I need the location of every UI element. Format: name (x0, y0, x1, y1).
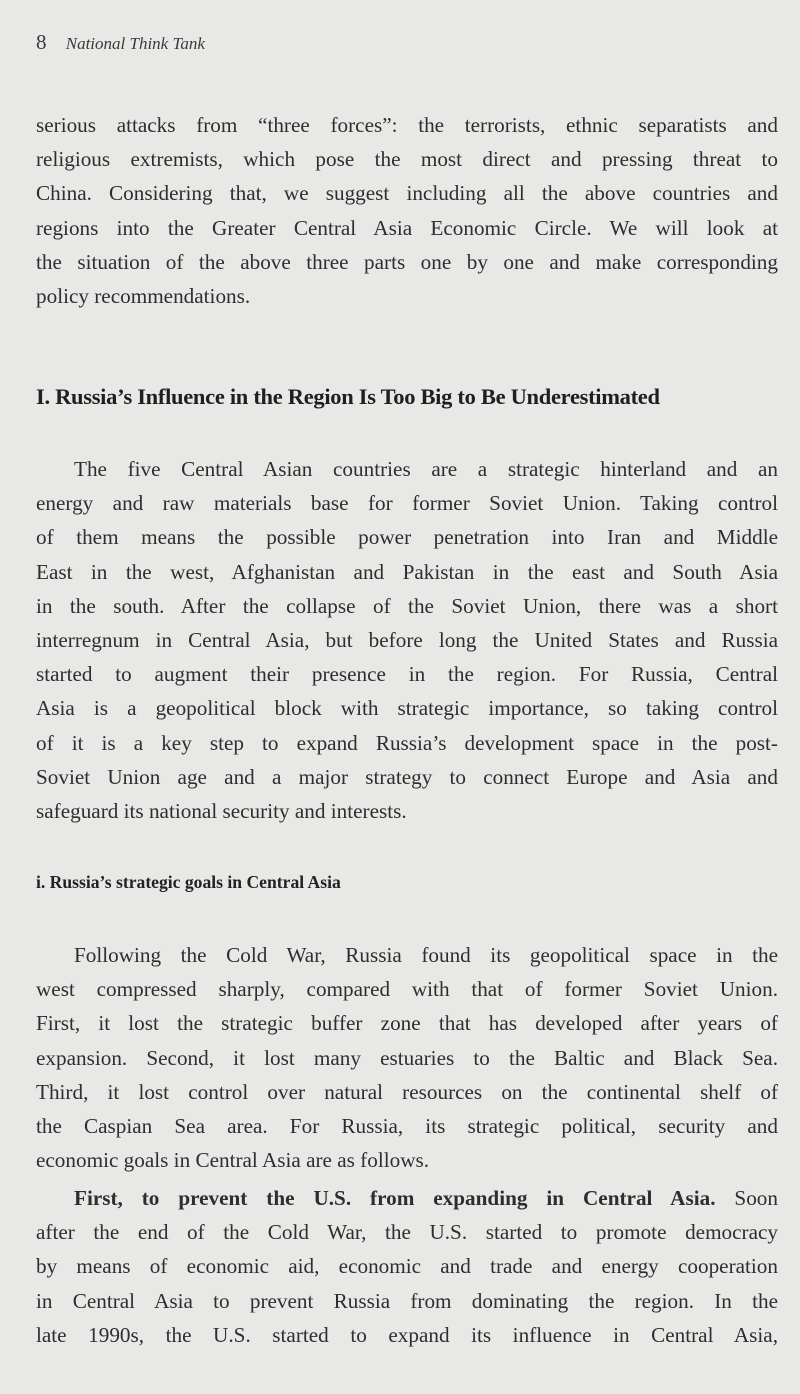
section-heading: I. Russia’s Influence in the Region Is Too Big to Be Underestimated (36, 384, 660, 409)
series-title: National Think Tank (65, 34, 205, 53)
text-line: First, it lost the strategic buffer zone that has developed after years of (36, 1011, 778, 1036)
text-line: west compressed sharply, compared with that of former Soviet Union. (36, 977, 778, 1002)
text-line: by means of economic aid, economic and trade and energy cooperation (36, 1254, 778, 1279)
text-line: in the south. After the collapse of the Soviet Union, there was a short (36, 593, 778, 618)
text-run: Soon (715, 1186, 778, 1210)
text-line: of it is a key step to expand Russia’s development space in the post- (36, 730, 778, 755)
running-head (36, 30, 205, 55)
text-line: Asia is a geopolitical block with strategic importance, so taking control (36, 696, 778, 721)
text-line: after the end of the Cold War, the U.S. started to promote democracy (36, 1220, 778, 1245)
paragraph-russia-influence (36, 452, 778, 828)
paragraph-lead: First, to prevent the U.S. from expanding in Central Asia. (74, 1186, 716, 1210)
text-line: East in the west, Afghanistan and Pakistan in the east and South Asia (36, 559, 778, 584)
text-line: the Caspian Sea area. For Russia, its strategic political, security and (36, 1114, 778, 1139)
text-line: in Central Asia to prevent Russia from dominating the region. In the (36, 1288, 778, 1313)
text-line: The five Central Asian countries are a strategic hinterland and an (74, 457, 778, 481)
text-line: safeguard its national security and interests. (36, 799, 407, 824)
paragraph-strategic-goals (36, 938, 778, 1177)
text-line: Third, it lost control over natural resources on the continental shelf of (36, 1079, 778, 1104)
text-line: of them means the possible power penetration into Iran and Middle (36, 525, 778, 550)
text-line (36, 1181, 778, 1215)
text-line: Soviet Union age and a major strategy to connect Europe and Asia and (36, 764, 778, 789)
text-line: late 1990s, the U.S. started to expand its influence in Central Asia, (36, 1322, 778, 1347)
text-line: expansion. Second, it lost many estuaries to the Baltic and Black Sea. (36, 1045, 778, 1070)
text-line: started to augment their presence in the region. For Russia, Central (36, 662, 778, 687)
text-line: serious attacks from “three forces”: the terrorists, ethnic separatists and (36, 113, 778, 137)
text-line: Following the Cold War, Russia found its geopolitical space in the (74, 943, 778, 967)
text-line: China. Considering that, we suggest including all the above countries and (36, 181, 778, 206)
text-line: policy recommendations. (36, 284, 251, 309)
text-line: religious extremists, which pose the most direct and pressing threat to (36, 147, 778, 172)
text-line: interregnum in Central Asia, but before long the United States and Russia (36, 628, 778, 653)
paragraph-first-goal (36, 1181, 778, 1352)
text-line: regions into the Greater Central Asia Economic Circle. We will look at (36, 215, 778, 240)
text-line: energy and raw materials base for former Soviet Union. Taking control (36, 491, 778, 516)
page-number: 8 (36, 30, 47, 54)
text-line: economic goals in Central Asia are as follows. (36, 1148, 430, 1173)
text-line: the situation of the above three parts one by one and make corresponding (36, 249, 778, 274)
paragraph-intro-continuation (36, 108, 778, 313)
subsection-heading: i. Russia’s strategic goals in Central Asia (36, 872, 341, 892)
